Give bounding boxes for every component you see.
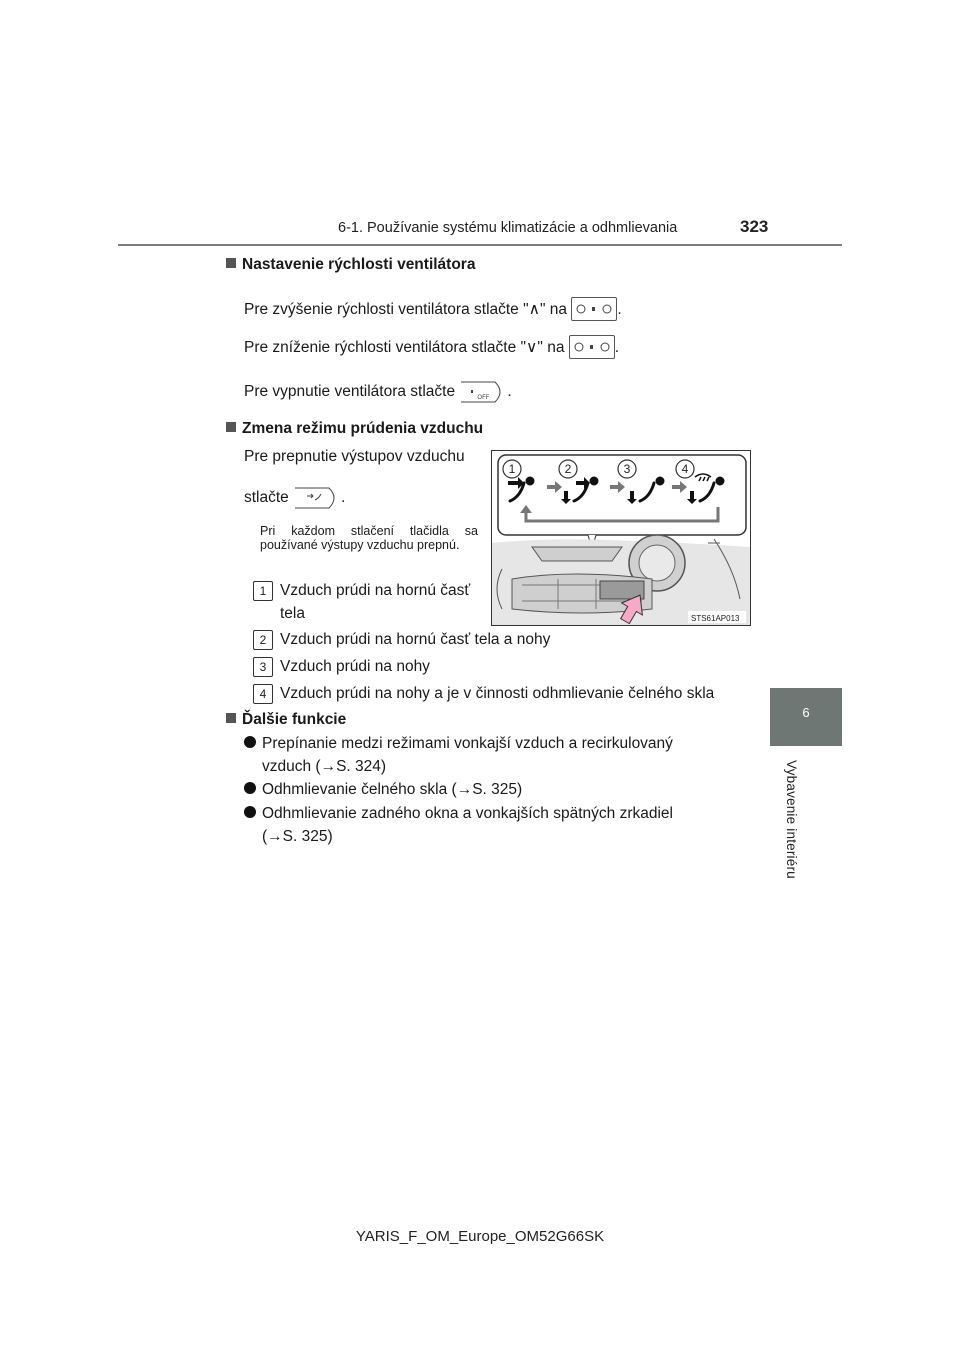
header-divider: [118, 244, 842, 246]
other-item-3: Odhmlievanie zadného okna a vonkajších spätných zrkadiel: [244, 803, 673, 825]
square-bullet-icon: [226, 422, 236, 432]
mode-item: [253, 580, 273, 602]
mode-item: [253, 656, 273, 678]
page-number: 323: [740, 217, 769, 236]
fan-decrease-line: Pre zníženie rýchlosti ventilátora stlačte "∨" na .: [244, 335, 619, 359]
bullet-icon: [244, 736, 256, 748]
other-item-2: Odhmlievanie čelného skla (→S. 325): [244, 779, 522, 801]
airflow-heading: Zmena režimu prúdenia vzduchu: [226, 420, 483, 438]
mode-number-4: 4: [253, 684, 273, 704]
mode-item: [253, 683, 273, 705]
other-item-3b: (→S. 325): [262, 828, 333, 845]
fan-off-button-icon: [459, 380, 507, 404]
mode-number-2: 2: [253, 630, 273, 650]
airflow-illustration: [492, 451, 750, 625]
bullet-icon: [244, 806, 256, 818]
fan-off-line: Pre vypnutie ventilátora stlačte OFF .: [244, 380, 512, 404]
mode-item: [253, 629, 273, 651]
other-heading: Ďalšie funkcie: [226, 711, 346, 729]
chapter-label: Vybavenie interiéru: [784, 760, 799, 879]
fan-speed-button-icon: [571, 297, 617, 321]
airflow-mode-button-icon: [293, 486, 341, 510]
mode-text-1b: tela: [280, 605, 305, 622]
fan-increase-line: Pre zvýšenie rýchlosti ventilátora stlačte "∧" na .: [244, 297, 622, 321]
figure-code: STS61AP013: [691, 614, 740, 623]
airflow-intro-2: stlačte .: [244, 486, 345, 510]
figure-label-1: 1: [508, 462, 516, 476]
airflow-intro-1: Pre prepnutie výstupov vzduchu: [244, 448, 465, 465]
mode-text-3: Vzduch prúdi na nohy: [280, 658, 430, 675]
mode-text-1a: Vzduch prúdi na hornú časť: [280, 582, 471, 599]
square-bullet-icon: [226, 713, 236, 723]
mode-number-3: 3: [253, 657, 273, 677]
other-item-1b: vzduch (→S. 324): [262, 758, 387, 775]
square-bullet-icon: [226, 258, 236, 268]
figure-label-3: 3: [623, 462, 631, 476]
figure-label-4: 4: [681, 462, 689, 476]
fan-speed-button-icon: [569, 335, 615, 359]
other-item-1: Prepínanie medzi režimami vonkajší vzduch a recirkulovaný: [244, 733, 744, 755]
figure-label-2: 2: [564, 462, 572, 476]
off-label: OFF: [477, 395, 490, 401]
chapter-number: 6: [802, 705, 810, 720]
bullet-icon: [244, 782, 256, 794]
document-code: YARIS_F_OM_Europe_OM52G66SK: [355, 1228, 605, 1245]
airflow-note: Pri každom stlačení tlačidla sa používané výstupy vzduchu prepnú.: [260, 524, 478, 552]
mode-text-4: Vzduch prúdi na nohy a je v činnosti odhmlievanie čelného skla: [280, 685, 715, 702]
mode-number-1: 1: [253, 581, 273, 601]
airflow-mode-figure: [491, 450, 751, 626]
section-title: 6-1. Používanie systému klimatizácie a odhmlievania: [338, 220, 678, 236]
mode-text-2: Vzduch prúdi na hornú časť tela a nohy: [280, 631, 551, 648]
fan-speed-heading: Nastavenie rýchlosti ventilátora: [226, 256, 475, 274]
